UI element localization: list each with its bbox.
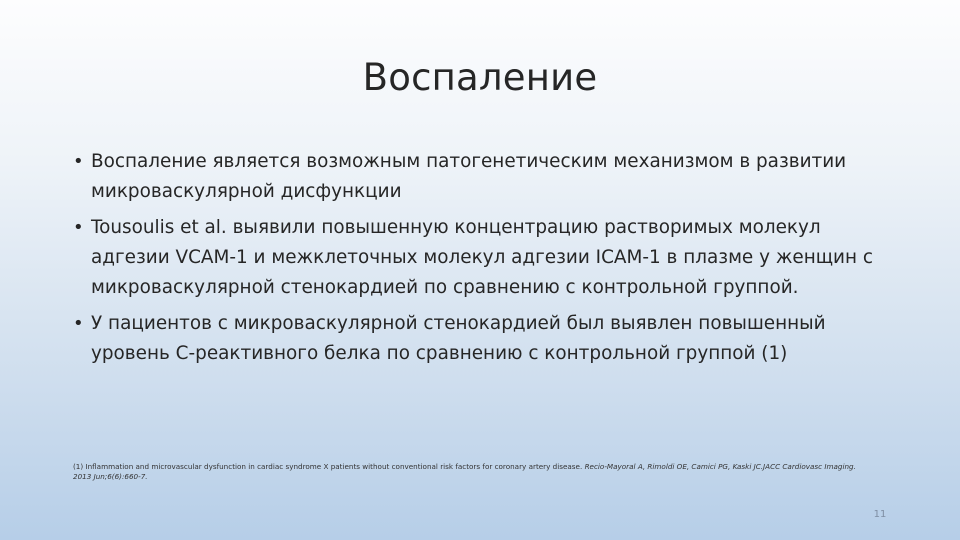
page-number: 11 [873, 509, 887, 520]
bullet-marker: • [73, 151, 84, 172]
footnote-reference: Recio-Mayoral A, Rimoldi OE, Camici PG, Kaski JC.JACC Cardiovasc Imaging. 2013 Jun;6(6):660-7. [73, 462, 856, 481]
bullet-item [73, 147, 893, 207]
bullet-list [73, 147, 893, 369]
bullet-marker: • [73, 313, 84, 334]
bullet-text: Воспаление является возможным патогенетическим механизмом в развитии микроваскулярной дисфункции [91, 151, 847, 202]
slide-title: Воспаление [362, 56, 598, 99]
bullet-item [73, 309, 893, 369]
bullet-text: Tousoulis et al. выявили повышенную концентрацию растворимых молекул адгезии VCAM-1 и межклеточных молекул адгезии ICAM-1 в плазме у женщин с микроваскулярной стенокардией по сравнению с контрольной группой. [91, 217, 873, 298]
bullet-item [73, 213, 893, 303]
footnote-text: (1) Inflammation and microvascular dysfunction in cardiac syndrome X patients without conventional risk factors for coronary artery disease. [73, 462, 583, 471]
footnote [73, 462, 873, 482]
bullet-marker: • [73, 217, 84, 238]
bullet-text: У пациентов с микроваскулярной стенокардией был выявлен повышенный уровень С-реактивного белка по сравнению с контрольной группой (1) [91, 313, 826, 364]
